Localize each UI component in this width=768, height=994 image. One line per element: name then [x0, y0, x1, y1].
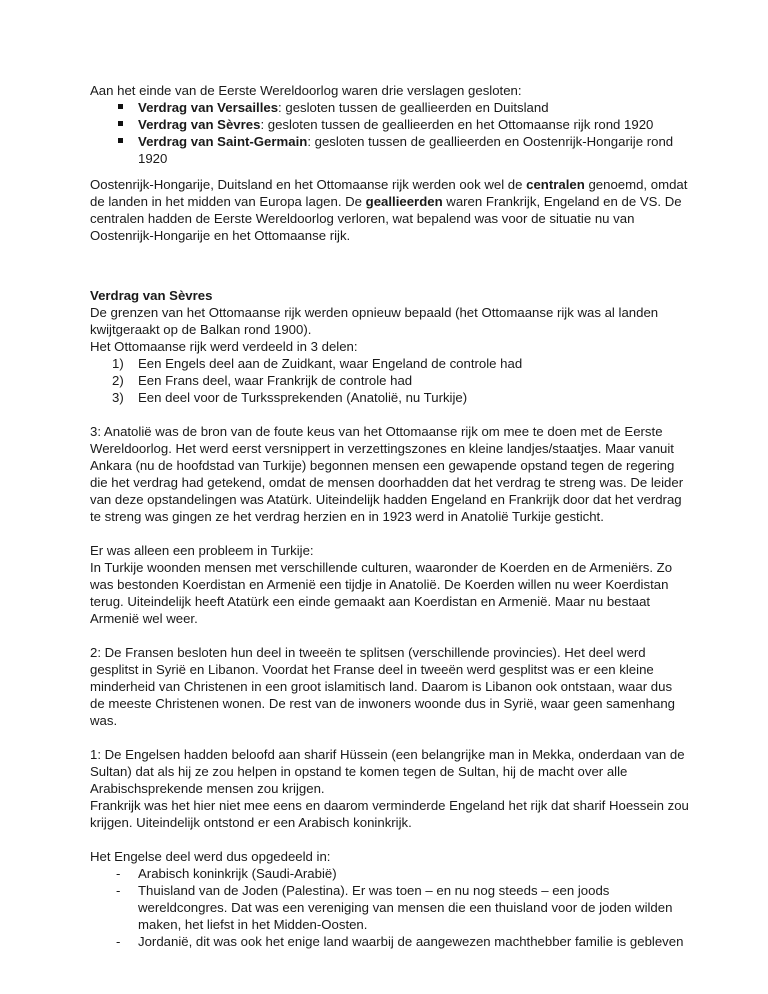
- sevres-line1: De grenzen van het Ottomaanse rijk werden opnieuw bepaald (het Ottomaanse rijk was al landen kwijtgeraakt op de Balkan rond 1900).: [90, 305, 659, 337]
- list-item: [90, 933, 690, 950]
- paragraph-fransen: 2: De Fransen besloten hun deel in tweeën te splitsen (verschillende provincies). Het deel werd gesplitst in Syrië en Libanon. Voordat het Franse deel in tweeën werd gesplitst was er een kleine minderheid van Christenen in een groot islamitisch land. Daarom is Libanon ook ontstaan, waar dus de meeste Christenen wonen. De rest van de inwoners woonde dus in Syrië, waar geen samenhang was.: [90, 645, 675, 728]
- list-text: Arabisch koninkrijk (Saudi-Arabië): [138, 866, 337, 881]
- text-run: genoemd, omdat de landen in het midden van Europa lagen. De: [90, 177, 688, 209]
- treaty-list: [90, 99, 690, 167]
- list-item: [90, 355, 690, 372]
- list-item: [90, 116, 690, 133]
- list-item: [90, 389, 690, 406]
- intro-lead: Aan het einde van de Eerste Wereldoorlog waren drie verslagen gesloten:: [90, 83, 522, 98]
- list-item: [90, 865, 690, 882]
- treaty-desc: : gesloten tussen de geallieerden en Duitsland: [278, 100, 549, 115]
- text-run: Oostenrijk-Hongarije, Duitsland en het Ottomaanse rijk werden ook wel de: [90, 177, 527, 192]
- list-number: 2): [112, 373, 124, 388]
- engels-deel-lead: Het Engelse deel werd dus opgedeeld in:: [90, 849, 331, 864]
- list-item: [90, 882, 690, 933]
- dash-bullet: -: [116, 934, 121, 949]
- treaty-name: Verdrag van Sèvres: [138, 117, 261, 132]
- treaty-desc: : gesloten tussen de geallieerden en het Ottomaanse rijk rond 1920: [260, 117, 654, 132]
- engelsen-line2: Frankrijk was het hier niet mee eens en daarom verminderde Engeland het rijk dat sharif Hoessein zou krijgen. Uiteindelijk ontstond er een Arabisch koninkrijk.: [90, 798, 689, 830]
- list-text: Een deel voor de Turkssprekenden (Anatolië, nu Turkije): [138, 390, 468, 405]
- list-item: [90, 99, 690, 116]
- square-bullet-icon: [118, 138, 123, 143]
- parts-list: [90, 355, 690, 406]
- paragraph-centralen: [90, 176, 690, 244]
- dash-bullet: -: [116, 883, 121, 898]
- heading-text: Verdrag van Sèvres: [90, 288, 213, 303]
- list-number: 1): [112, 356, 124, 371]
- list-text: Een Engels deel aan de Zuidkant, waar Engeland de controle had: [138, 356, 523, 371]
- list-item: [90, 372, 690, 389]
- square-bullet-icon: [118, 121, 123, 126]
- probleem-line2: In Turkije woonden mensen met verschillende culturen, waaronder de Koerden en de Armeniërs. Zo was bestonden Koerdistan en Armenië een tijdje in Anatolië. De Koerden willen nu weer Koerdistan terug. Uiteindelijk heeft Atatürk een einde gemaakt aan Koerdistan en Armenië. Maar nu bestaat Armenië wel weer.: [90, 560, 673, 626]
- document-body: [90, 82, 690, 950]
- list-text: Een Frans deel, waar Frankrijk de controle had: [138, 373, 413, 388]
- paragraph-anatolie: 3: Anatolië was de bron van de foute keus van het Ottomaanse rijk om mee te doen met de Eerste Wereldoorlog. Het werd eerst versnippert in verzettingszones en kleine landjes/staatjes. Maar vanuit Ankara (nu de hoofdstad van Turkije) begonnen mensen een gewapende opstand tegen de regering die het verdrag had getekend, omdat de mensen doorhadden dat het verdrag te streng was. De leider van deze opstandelingen was Atatürk. Uiteindelijk hadden Engeland en Frankrijk door dat het verdrag te streng was gingen ze het verdrag herzien en in 1923 werd in Anatolië Turkije gesticht.: [90, 424, 684, 524]
- treaty-desc: : gesloten tussen de geallieerden en Oostenrijk-Hongarije rond 1920: [138, 134, 674, 166]
- engels-deel-list: [90, 865, 690, 950]
- probleem-line1: Er was alleen een probleem in Turkije:: [90, 543, 314, 558]
- dash-bullet: -: [116, 866, 121, 881]
- list-text: Jordanië, dit was ook het enige land waarbij de aangewezen machthebber familie is gebleven: [138, 934, 684, 949]
- sevres-line2: Het Ottomaanse rijk werd verdeeld in 3 delen:: [90, 339, 358, 354]
- section-heading: [90, 287, 690, 304]
- term-centralen: centralen: [526, 177, 585, 192]
- engelsen-line1: 1: De Engelsen hadden beloofd aan sharif Hüssein (een belangrijke man in Mekka, onderdaan van de Sultan) dat als hij ze zou helpen in opstand te komen tegen de Sultan, hij de macht over alle Arabischsprekende mensen zou krijgen.: [90, 747, 685, 796]
- list-text: Thuisland van de Joden (Palestina). Er was toen – en nu nog steeds – een joods wereldcongres. Dat was een vereniging van mensen die een thuisland voor de joden wilden maken, het liefst in het Midden-Oosten.: [138, 883, 673, 932]
- term-geallieerden: geallieerden: [365, 194, 443, 209]
- list-number: 3): [112, 390, 124, 405]
- treaty-name: Verdrag van Saint-Germain: [138, 134, 308, 149]
- text-run: waren Frankrijk, Engeland en de VS. De centralen hadden de Eerste Wereldoorlog verloren, wat bepalend was voor de situatie nu van Oostenrijk-Hongarije en het Ottomaanse rijk.: [90, 194, 682, 243]
- treaty-name: Verdrag van Versailles: [138, 100, 279, 115]
- square-bullet-icon: [118, 104, 123, 109]
- list-item: [90, 133, 690, 167]
